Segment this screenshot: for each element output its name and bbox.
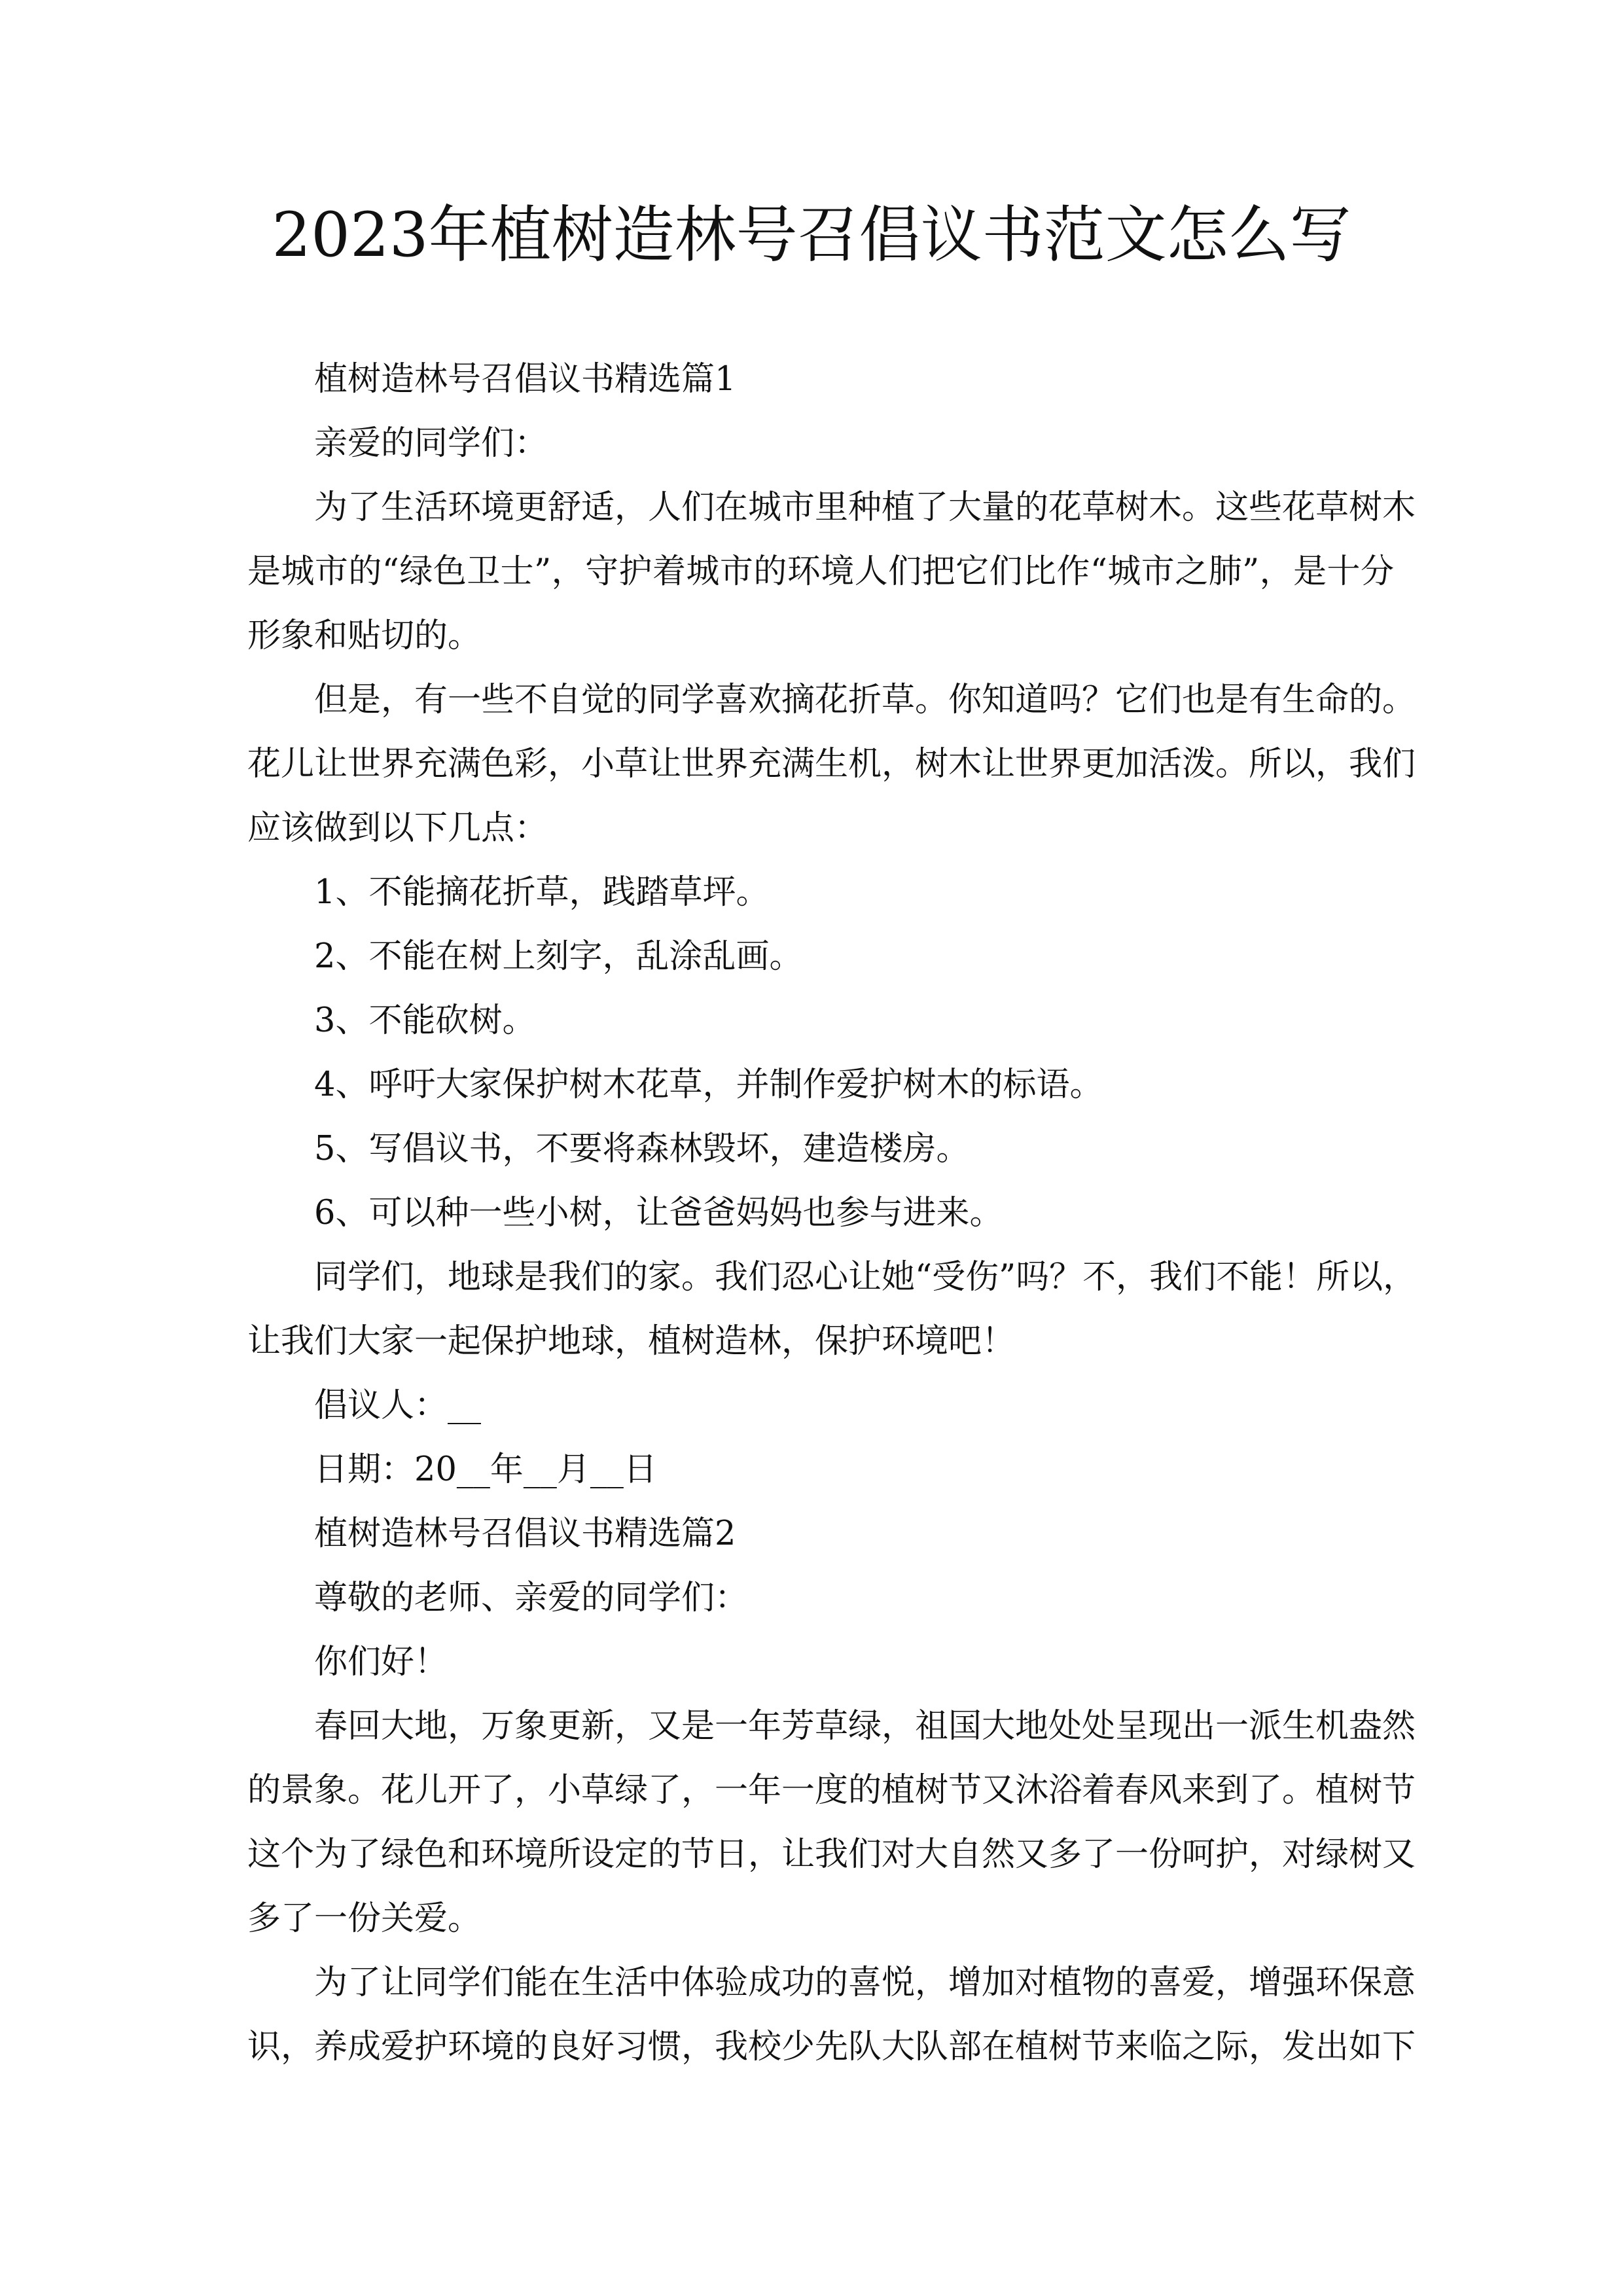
text-line: 识，养成爱护环境的良好习惯，我校少先队大队部在植树节来临之际，发出如下 bbox=[247, 2028, 1416, 2066]
text-line: 1、不能摘花折草，践踏草坪。 bbox=[314, 873, 770, 912]
text-line: 亲爱的同学们： bbox=[314, 424, 548, 463]
document-body bbox=[247, 348, 1417, 2079]
text-line: 花儿让世界充满色彩，小草让世界充满生机，树木让世界更加活泼。所以，我们 bbox=[247, 745, 1416, 783]
text-line: 6、可以种一些小树，让爸爸妈妈也参与进来。 bbox=[314, 1194, 1003, 1232]
text-line: 多了一份关爱。 bbox=[247, 1899, 482, 1938]
text-line: 应该做到以下几点： bbox=[247, 809, 548, 848]
text-line: 植树造林号召倡议书精选篇1 bbox=[314, 360, 736, 399]
text-line: 春回大地，万象更新，又是一年芳草绿，祖国大地处处呈现出一派生机盎然 bbox=[314, 1707, 1416, 1746]
text-line: 让我们大家一起保护地球，植树造林，保护环境吧！ bbox=[247, 1322, 1016, 1361]
text-line: 日期：20__年__月__日 bbox=[314, 1450, 657, 1489]
text-line: 尊敬的老师、亲爱的同学们： bbox=[314, 1579, 749, 1617]
text-line: 的景象。花儿开了，小草绿了，一年一度的植树节又沐浴着春风来到了。植树节 bbox=[247, 1771, 1416, 1810]
text-line: 4、呼吁大家保护树木花草，并制作爱护树木的标语。 bbox=[314, 1066, 1103, 1104]
text-line: 是城市的“绿色卫士”，守护着城市的环境人们把它们比作“城市之肺”，是十分 bbox=[247, 552, 1394, 591]
text-line: 你们好！ bbox=[314, 1643, 448, 1681]
text-line: 为了生活环境更舒适，人们在城市里种植了大量的花草树木。这些花草树木 bbox=[314, 488, 1416, 527]
text-line: 形象和贴切的。 bbox=[247, 617, 482, 655]
text-line: 植树造林号召倡议书精选篇2 bbox=[314, 1515, 736, 1553]
text-line: 5、写倡议书，不要将森林毁坏，建造楼房。 bbox=[314, 1130, 970, 1168]
document-title: 2023年植树造林号召倡议书范文怎么写 bbox=[272, 200, 1351, 271]
text-line: 这个为了绿色和环境所设定的节日，让我们对大自然又多了一份呵护，对绿树又 bbox=[247, 1835, 1416, 1874]
text-line: 但是，有一些不自觉的同学喜欢摘花折草。你知道吗？它们也是有生命的。 bbox=[314, 681, 1416, 719]
text-line: 同学们，地球是我们的家。我们忍心让她“受伤”吗？不，我们不能！所以， bbox=[314, 1258, 1417, 1297]
text-line: 3、不能砍树。 bbox=[314, 1001, 536, 1040]
text-line: 2、不能在树上刻字，乱涂乱画。 bbox=[314, 937, 803, 976]
text-line: 为了让同学们能在生活中体验成功的喜悦，增加对植物的喜爱，增强环保意 bbox=[314, 1964, 1416, 2002]
text-line: 倡议人：__ bbox=[314, 1386, 482, 1425]
